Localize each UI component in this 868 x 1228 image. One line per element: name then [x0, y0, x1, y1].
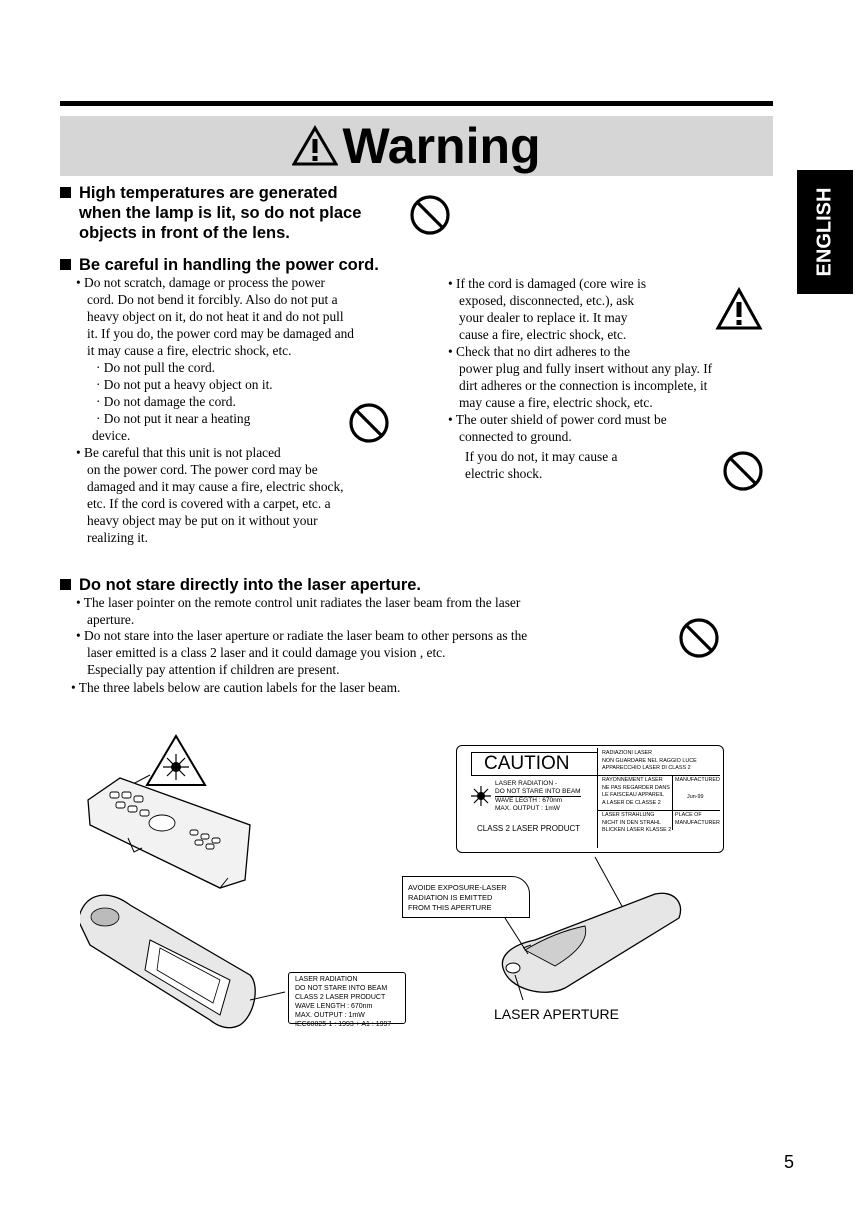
caution-product: CLASS 2 LASER PRODUCT	[477, 824, 581, 833]
section3-heading: Do not stare directly into the laser aperture.	[60, 575, 421, 595]
section2-heading: Be careful in handling the power cord.	[60, 255, 379, 275]
bullet-square	[60, 579, 71, 590]
caution-triangle-icon	[715, 287, 763, 331]
title-text: Warning	[342, 118, 541, 174]
bullet-square	[60, 259, 71, 270]
warning-triangle-icon	[292, 125, 338, 167]
laser-radiation-label: LASER RADIATION DO NOT STARE INTO BEAM CLASS 2 LASER PRODUCT WAVE LENGTH : 670nm MAX. OUTPUT : 1mW IEC60825-1 : 1993 + A1 : 1997	[288, 972, 406, 1024]
laser-starburst-icon	[471, 786, 491, 806]
caution-title-box: CAUTION	[471, 752, 598, 776]
top-rule	[60, 101, 773, 106]
avoid-exposure-label: AVOIDE EXPOSURE-LASER RADIATION IS EMITTED FROM THIS APERTURE	[402, 876, 530, 918]
laser-aperture-caption: LASER APERTURE	[494, 1006, 620, 1022]
page-title	[60, 116, 773, 176]
section1-heading: High temperatures are generated when the lamp is lit, so do not place objects in front of the lens.	[60, 183, 361, 243]
caution-left-text: LASER RADIATION - DO NOT STARE INTO BEAM WAVE LEGTH : 670nm MAX. OUTPUT : 1mW	[495, 780, 581, 812]
pointer-line	[500, 918, 540, 958]
caution-label	[456, 745, 724, 853]
prohibition-icon	[409, 194, 451, 236]
prohibition-icon	[722, 450, 764, 492]
page-number: 5	[784, 1152, 795, 1172]
prohibition-icon	[348, 402, 390, 444]
prohibition-icon	[678, 617, 720, 659]
bullet-square	[60, 187, 71, 198]
caution-multilingual-grid: RADIAZIONI LASER NON GUARDARE NEL RAGGIO LUCE APPARECCHIO LASER DI CLASS 2 RAYONNEMENT LASER NE PAS REGARDER DANS LE FAISCEAU APPAREIL A LASER DE CLASSE 2 LASER STRAHLUNG NICHT IN DEN STRAHL BLICKEN LASER KLASSE 2 MANUFACTURED Jun-99 PLACE OF MANUFACTURER	[597, 748, 720, 848]
language-tab	[797, 170, 853, 294]
language-tab-label: ENGLISH	[813, 187, 836, 277]
